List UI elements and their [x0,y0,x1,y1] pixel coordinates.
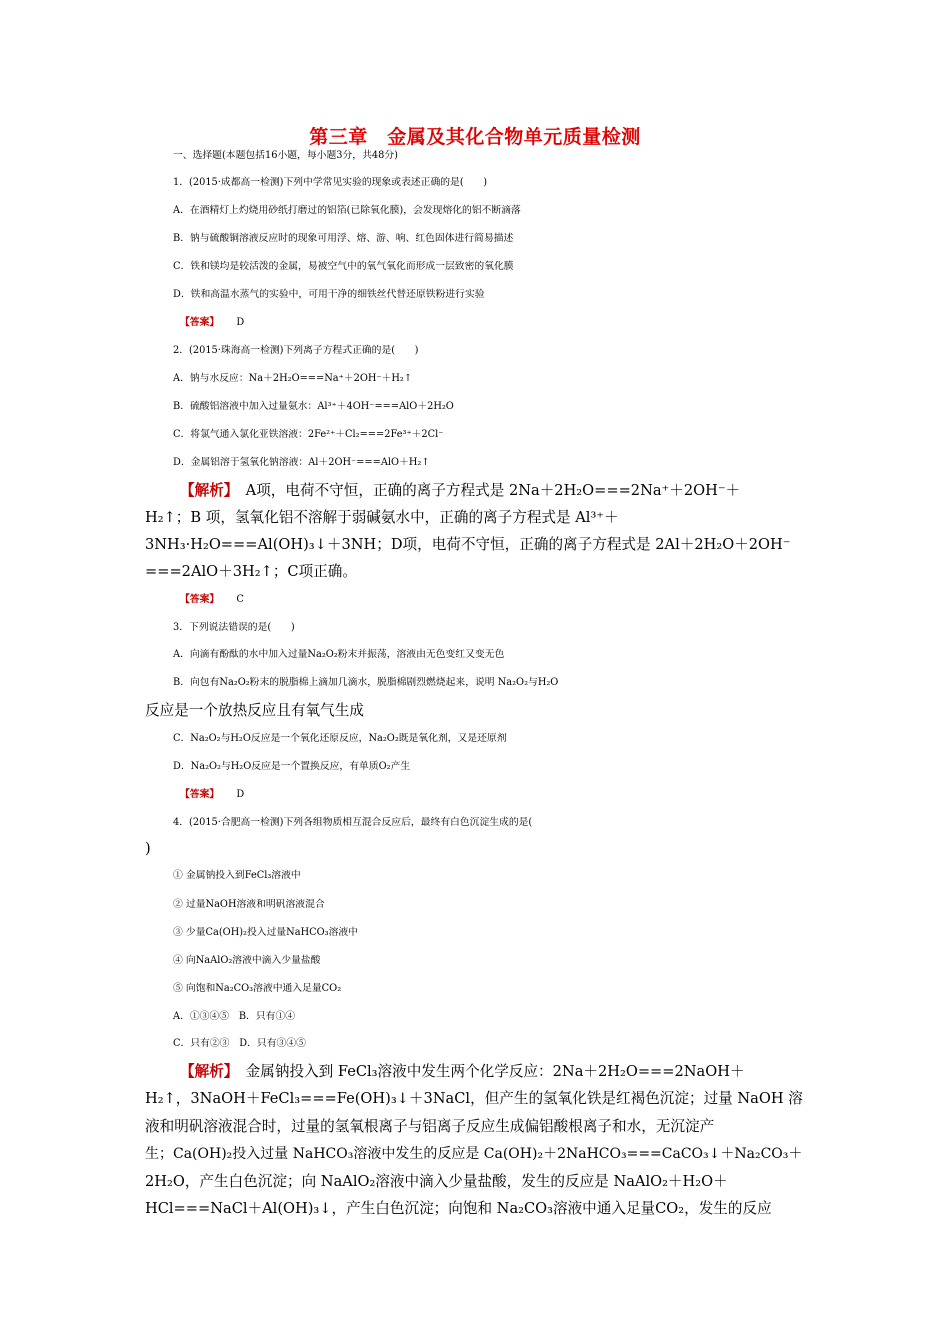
q1-option-b: B．钠与硫酸铜溶液反应时的现象可用浮、熔、游、响、红色固体进行简易描述 [173,233,514,244]
q2-analysis-text-1: A项，电荷不守恒，正确的离子方程式是 2Na＋2H₂O===2Na⁺＋2OH⁻＋ [231,482,741,499]
q3-option-a: A．向滴有酚酞的水中加入过量Na₂O₂粉末并振荡，溶液由无色变红又变无色 [173,649,505,660]
q1-option-a: A．在酒精灯上灼烧用砂纸打磨过的铝箔(已除氧化膜)，会发现熔化的铝不断滴落 [173,205,521,216]
q4-item-2: ② 过量NaOH溶液和明矾溶液混合 [173,899,325,910]
q1-option-d: D．铁和高温水蒸气的实验中，可用干净的细铁丝代替还原铁粉进行实验 [173,289,485,300]
q4-options-cd: C．只有②③ D．只有③④⑤ [173,1038,306,1049]
q3-option-c: C．Na₂O₂与H₂O反应是一个氧化还原反应，Na₂O₂既是氧化剂，又是还原剂 [173,733,507,744]
q4-analysis-line-1 [180,1062,810,1082]
q3-option-d: D．Na₂O₂与H₂O反应是一个置换反应，有单质O₂产生 [173,761,411,772]
q4-analysis-line-6: HCl===NaCl＋Al(OH)₃↓，产生白色沉淀；向饱和 Na₂CO₃溶液中通入足量CO₂，发生的反应 [145,1200,772,1217]
q2-option-c: C．将氯气通入氯化亚铁溶液：2Fe²⁺＋Cl₂===2Fe³⁺＋2Cl⁻ [173,429,444,440]
q4-options-ab: A．①③④⑤ B．只有①④ [173,1011,296,1022]
q4-item-3: ③ 少量Ca(OH)₂投入过量NaHCO₃溶液中 [173,927,358,938]
analysis-label: 【解析】 [180,482,232,499]
q4-item-1: ① 金属钠投入到FeCl₃溶液中 [173,870,301,881]
q4-item-5: ⑤ 向饱和Na₂CO₃溶液中通入足量CO₂ [173,983,342,994]
answer-label: 【答案】 [180,317,220,328]
q1-stem: 1．(2015·成都高一检测)下列中学常见实验的现象或表述正确的是( ) [173,177,488,188]
q4-stem-line-2: ) [145,840,151,857]
q3-stem: 3．下列说法错误的是( ) [173,622,295,633]
q3-option-b-line-2: 反应是一个放热反应且有氧气生成 [145,702,364,719]
q4-item-4: ④ 向NaAlO₂溶液中滴入少量盐酸 [173,955,321,966]
answer-label: 【答案】 [180,594,220,605]
q2-analysis-line-3: 3NH₃·H₂O===Al(OH)₃↓＋3NH；D项，电荷不守恒，正确的离子方程式是 2Al＋2H₂O＋2OH⁻ [145,536,791,553]
page-title: 第三章 金属及其化合物单元质量检测 [309,126,641,148]
q4-analysis-text-1: 金属钠投入到 FeCl₃溶液中发生两个化学反应：2Na＋2H₂O===2NaOH＋ [231,1063,745,1080]
q2-option-a: A．钠与水反应：Na＋2H₂O===Na⁺＋2OH⁻＋H₂↑ [173,373,413,384]
q4-stem-line-1: 4．(2015·合肥高一检测)下列各组物质相互混合反应后，最终有白色沉淀生成的是( [173,817,533,828]
q1-option-c: C．铁和镁均是较活泼的金属，易被空气中的氧气氧化而形成一层致密的氧化膜 [173,261,514,272]
q4-analysis-line-4: 生；Ca(OH)₂投入过量 NaHCO₃溶液中发生的反应是 Ca(OH)₂＋2NaHCO₃===CaCO₃↓＋Na₂CO₃＋ [145,1146,803,1162]
q3-answer-row [180,785,845,805]
answer-label: 【答案】 [180,789,220,800]
q3-answer: D [236,789,245,800]
q2-analysis-line-2: H₂↑；B 项，氢氧化铝不溶解于弱碱氨水中，正确的离子方程式是 Al³⁺＋ [145,509,619,526]
q2-answer: C [236,594,244,605]
q2-stem: 2．(2015·珠海高一检测)下列离子方程式正确的是( ) [173,345,419,356]
q4-analysis-line-5: 2H₂O，产生白色沉淀；向 NaAlO₂溶液中滴入少量盐酸，发生的反应是 NaAlO₂＋H₂O＋ [145,1173,728,1190]
q2-analysis-line-1 [180,481,810,501]
q4-analysis-line-2: H₂↑，3NaOH＋FeCl₃===Fe(OH)₃↓＋3NaCl，但产生的氢氧化铁是红褐色沉淀；过量 NaOH 溶 [145,1090,803,1107]
q2-analysis-line-4: ===2AlO＋3H₂↑；C项正确。 [145,563,357,580]
q4-analysis-line-3: 液和明矾溶液混合时，过量的氢氧根离子与铝离子反应生成偏铝酸根离子和水，无沉淀产 [145,1118,715,1135]
q2-option-d: D．金属铝溶于氢氧化钠溶液：Al＋2OH⁻===AlO＋H₂↑ [173,457,430,468]
q2-option-b: B．硫酸铝溶液中加入过量氨水：Al³⁺＋4OH⁻===AlO＋2H₂O [173,401,454,412]
section-heading: 一、选择题(本题包括16小题，每小题3分，共48分) [173,150,398,161]
analysis-label: 【解析】 [180,1063,232,1080]
q2-answer-row [180,590,845,610]
q1-answer: D [236,317,245,328]
q1-answer-row [180,313,845,333]
q3-option-b-line-1: B．向包有Na₂O₂粉末的脱脂棉上滴加几滴水，脱脂棉剧烈燃烧起来，说明 Na₂O₂与H₂O [173,677,559,688]
